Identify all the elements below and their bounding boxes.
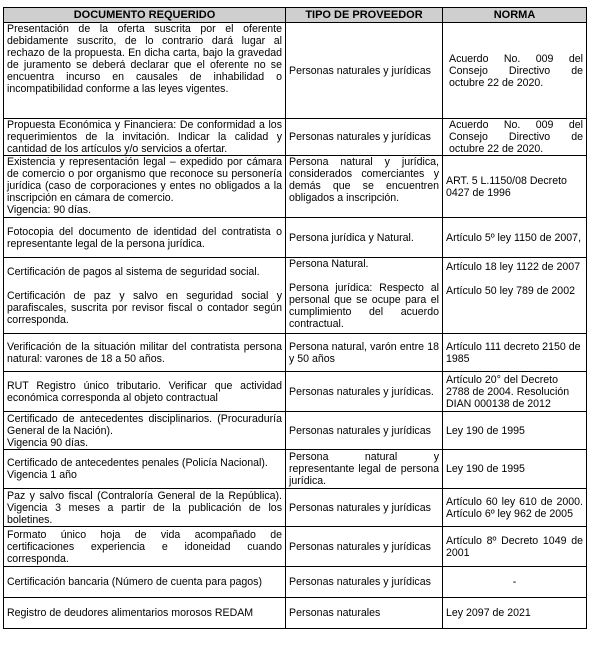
documento-cell: Propuesta Económica y Financiera: De conformidad a los requerimientos de la invitación. Indicar la calidad y cantidad de los artículos y/o servicios a ofertar.	[4, 119, 286, 156]
norma-cell: Artículo 8º Decreto 1049 de 2001	[443, 527, 587, 567]
documento-vigencia: Vigencia: 90 días.	[7, 204, 92, 216]
table-row	[4, 258, 587, 334]
norma-cell: Artículo 111 decreto 2150 de 1985	[443, 334, 587, 372]
documento-cell: Verificación de la situación militar del contratista persona natural: varones de 18 a 50 años.	[4, 334, 286, 372]
table-row	[4, 567, 587, 598]
norma-cell: Ley 190 de 1995	[443, 412, 587, 450]
proveedor-text-2: Persona jurídica: Respecto al personal que se ocupe para el cumplimiento del acuerdo contractual.	[289, 282, 439, 330]
documento-vigencia: Vigencia 1 año	[7, 469, 77, 481]
documento-vigencia: Vigencia 90 días.	[7, 436, 89, 449]
header-proveedor: TIPO DE PROVEEDOR	[286, 8, 443, 23]
documento-cell: Presentación de la oferta suscrita por el oferente debidamente suscrito, de lo contrario dará lugar al rechazo de la propuesta. En dicha carta, bajo la gravedad de juramento se deberá declarar que el oferente no se encuentra incurso en causales de inhabilidad o incompatibilidad conforme a las leyes vigentes.	[4, 23, 286, 119]
proveedor-cell: Personas naturales y jurídicas	[286, 23, 443, 119]
table-row	[4, 218, 587, 258]
documento-cell	[4, 450, 286, 489]
proveedor-cell: Persona jurídica y Natural.	[286, 218, 443, 258]
documento-cell: Paz y salvo fiscal (Contraloría General de la República). Vigencia 3 meses a partir de la publicación de los boletines.	[4, 489, 286, 527]
documento-text-2: Certificación de paz y salvo en seguridad social y parafiscales, suscrita por revisor fiscal o contador según corresponda.	[7, 289, 282, 326]
table-header-row	[4, 8, 587, 23]
documento-cell: Certificación bancaria (Número de cuenta para pagos)	[4, 567, 286, 598]
norma-cell: -	[443, 567, 587, 598]
norma-cell: Artículo 20° del Decreto 2788 de 2004. Resolución DIAN 000138 de 2012	[443, 372, 587, 412]
proveedor-cell: Personas naturales y jurídicas	[286, 567, 443, 598]
documento-cell	[4, 156, 286, 218]
proveedor-cell	[286, 258, 443, 334]
table-row	[4, 372, 587, 412]
table-row	[4, 527, 587, 567]
table-row	[4, 119, 587, 156]
documento-cell: Formato único hoja de vida acompañado de certificaciones experiencia e idoneidad cuando corresponda.	[4, 527, 286, 567]
norma-cell: Artículo 5º ley 1150 de 2007,	[443, 218, 587, 258]
norma-cell: Acuerdo No. 009 del Consejo Directivo de octubre 22 de 2020.	[443, 119, 587, 156]
table-row	[4, 450, 587, 489]
table-row	[4, 412, 587, 450]
norma-cell: Ley 190 de 1995	[443, 450, 587, 489]
documento-text: Certificado de antecedentes disciplinarios. (Procuraduría General de la Nación).	[7, 412, 282, 437]
documento-text: Certificación de pagos al sistema de seguridad social.	[7, 265, 260, 278]
header-documento: DOCUMENTO REQUERIDO	[4, 8, 286, 23]
norma-cell: Artículo 60 ley 610 de 2000. Artículo 6º ley 962 de 2005	[443, 489, 587, 527]
proveedor-cell: Persona natural y representante legal de persona jurídica.	[286, 450, 443, 489]
norma-text-2: Artículo 50 ley 789 de 2002	[446, 285, 575, 297]
proveedor-cell: Personas naturales y jurídicas	[286, 412, 443, 450]
documento-cell: RUT Registro único tributario. Verificar que actividad económica corresponda al objeto contractual	[4, 372, 286, 412]
proveedor-text: Persona Natural.	[289, 258, 369, 270]
table-row	[4, 489, 587, 527]
proveedor-cell: Personas naturales	[286, 598, 443, 629]
requirements-table	[3, 7, 587, 629]
documento-text: Certificado de antecedentes penales (Policía Nacional).	[7, 457, 268, 469]
norma-cell: Ley 2097 de 2021	[443, 598, 587, 629]
proveedor-cell: Personas naturales y jurídicas.	[286, 372, 443, 412]
documento-cell: Registro de deudores alimentarios morosos REDAM	[4, 598, 286, 629]
documento-cell	[4, 412, 286, 450]
proveedor-cell: Persona natural y jurídica, considerados comerciantes y demás que se encuentren obligados a inscripción.	[286, 156, 443, 218]
norma-text: Artículo 18 ley 1122 de 2007	[446, 261, 581, 273]
documento-cell	[4, 258, 286, 334]
table-row	[4, 598, 587, 629]
table-row	[4, 23, 587, 119]
proveedor-cell: Persona natural, varón entre 18 y 50 años	[286, 334, 443, 372]
table-row	[4, 334, 587, 372]
documento-cell: Fotocopia del documento de identidad del contratista o representante legal de la persona jurídica.	[4, 218, 286, 258]
norma-cell: Acuerdo No. 009 del Consejo Directivo de octubre 22 de 2020.	[443, 23, 587, 119]
documento-text: Existencia y representación legal – expedido por cámara de comercio o por organismo que reconoce su personería jurídica (caso de corporaciones y entes no obligados a la inscripción en cámara de comercio.	[7, 156, 282, 204]
header-norma: NORMA	[443, 8, 587, 23]
proveedor-cell: Personas naturales y jurídicas	[286, 527, 443, 567]
norma-cell	[443, 258, 587, 334]
table-row	[4, 156, 587, 218]
proveedor-cell: Personas naturales y jurídicas	[286, 489, 443, 527]
proveedor-cell: Personas naturales y jurídicas	[286, 119, 443, 156]
norma-cell: ART. 5 L.1150/08 Decreto 0427 de 1996	[443, 156, 587, 218]
